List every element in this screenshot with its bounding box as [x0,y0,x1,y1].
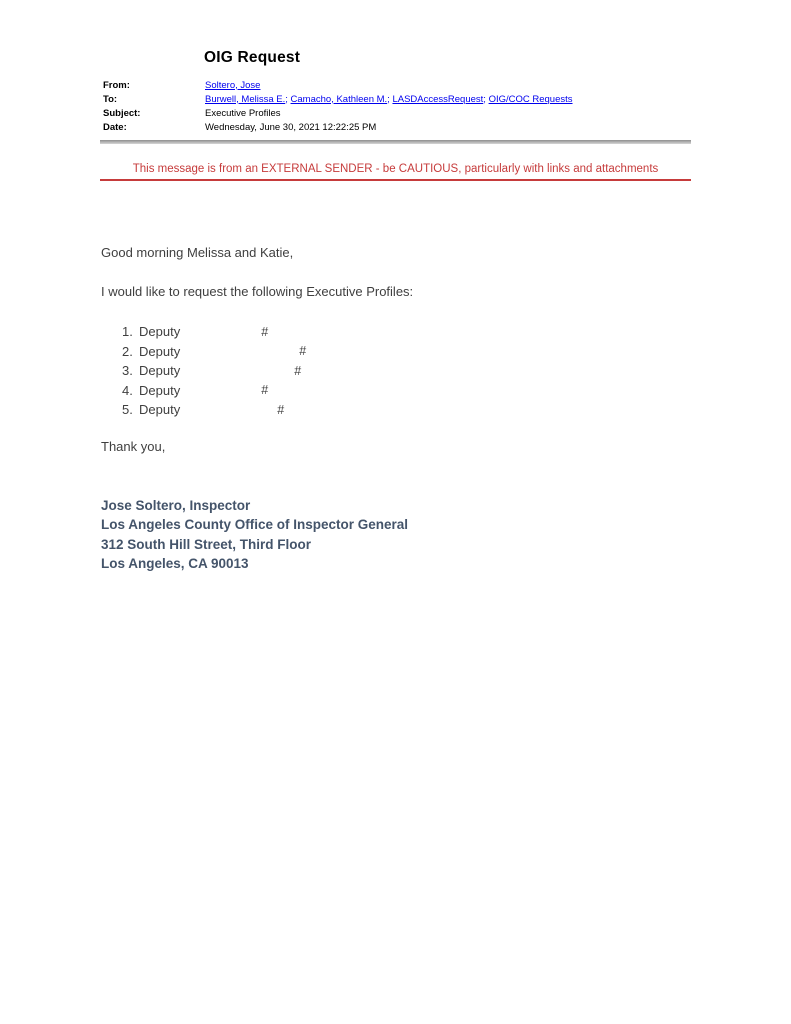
header-row-to [103,92,663,106]
external-sender-banner-rule [100,179,691,181]
list-number: 3. [122,363,133,379]
list-item [122,381,306,401]
list-label: Deputy [139,324,181,340]
signature-block [101,496,408,574]
to-value [205,94,573,105]
redacted-name-gap [180,331,261,332]
subject-value: Executive Profiles [205,107,281,119]
list-item [122,361,306,381]
redacted-name-gap [180,390,261,391]
recipient-separator: ; [483,93,489,105]
closing-text: Thank you, [101,439,166,454]
redaction-hash: # [261,383,269,398]
header-row-subject [103,106,663,120]
list-number: 4. [122,382,133,398]
external-sender-banner: This message is from an EXTERNAL SENDER - be CAUTIOUS, particularly with links and attachments [132,163,659,175]
list-label: Deputy [139,343,181,359]
header-row-date [103,120,663,134]
list-item [122,342,306,362]
redacted-name-gap [180,409,277,410]
recipient-link-4[interactable]: OIG/COC Requests [488,93,573,105]
recipient-link-2[interactable]: Camacho, Kathleen M. [290,93,388,105]
request-text: I would like to request the following Executive Profiles: [101,284,414,299]
recipient-link-1[interactable]: Burwell, Melissa E. [205,93,286,105]
from-value [205,80,260,91]
deputy-request-list [122,322,306,420]
header-row-from [103,78,663,92]
from-label: From: [103,79,130,91]
signature-name: Jose Soltero, Inspector [101,498,251,513]
sender-link[interactable]: Soltero, Jose [205,79,261,91]
to-label: To: [103,93,118,105]
greeting-text: Good morning Melissa and Katie, [101,245,294,260]
signature-org: Los Angeles County Office of Inspector General [101,517,409,533]
email-title: OIG Request [204,49,301,66]
redaction-hash: # [261,324,269,339]
redaction-hash: # [277,402,285,417]
list-label: Deputy [139,402,181,418]
date-value: Wednesday, June 30, 2021 12:22:25 PM [205,121,377,133]
list-number: 5. [122,402,133,418]
list-label: Deputy [139,382,181,398]
list-item [122,400,306,420]
signature-city: Los Angeles, CA 90013 [101,556,249,572]
signature-street: 312 South Hill Street, Third Floor [101,536,312,552]
redacted-name-gap [180,370,294,371]
redacted-name-gap [180,351,299,352]
date-label: Date: [103,121,127,133]
list-number: 1. [122,324,133,340]
recipient-separator: ; [387,93,393,105]
recipient-link-3[interactable]: LASDAccessRequest [392,93,484,105]
header-divider [100,140,691,144]
list-number: 2. [122,343,133,359]
redaction-hash: # [299,344,307,359]
subject-label: Subject: [103,107,141,119]
list-label: Deputy [139,363,181,379]
email-header [103,78,663,134]
recipient-separator: ; [285,93,291,105]
list-item [122,322,306,342]
redaction-hash: # [294,363,302,378]
